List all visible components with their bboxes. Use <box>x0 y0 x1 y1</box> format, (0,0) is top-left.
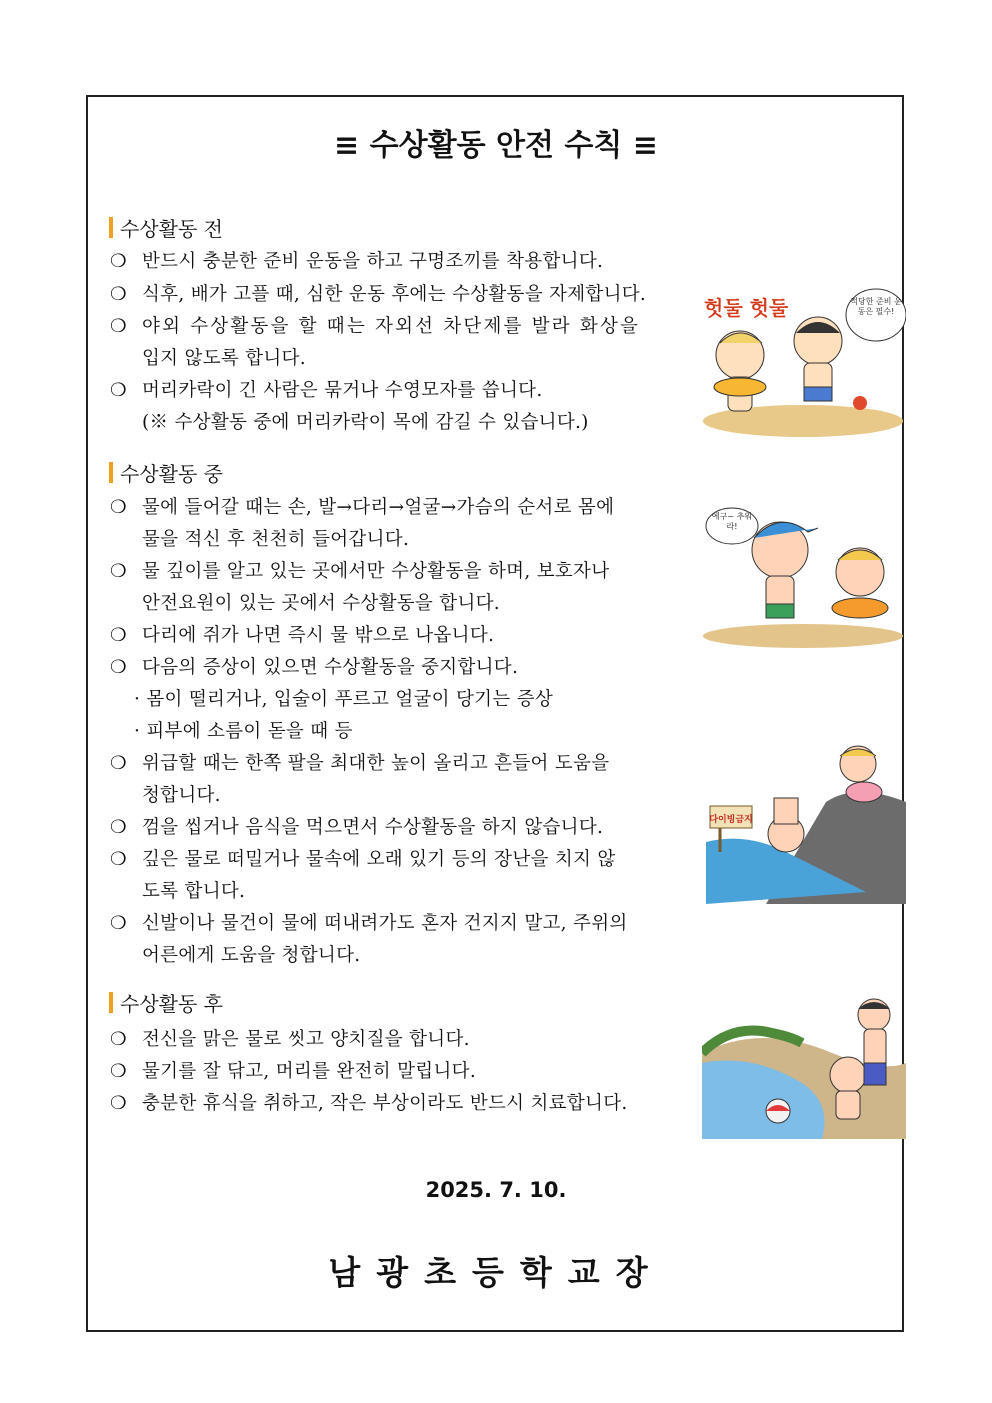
list-item-continuation: 청합니다. <box>142 785 221 806</box>
list-item: ❍ 머리카락이 긴 사람은 묶거나 수영모자를 씁니다. <box>110 380 543 401</box>
circle-bullet-icon: ❍ <box>110 657 127 678</box>
circle-bullet-icon: ❍ <box>110 497 127 518</box>
circle-bullet-icon: ❍ <box>110 753 127 774</box>
circle-bullet-icon: ❍ <box>110 316 127 337</box>
circle-bullet-icon: ❍ <box>110 1093 127 1114</box>
document-date: 2025. 7. 10. <box>425 1178 567 1202</box>
list-item-continuation: 안전요원이 있는 곳에서 수상활동을 합니다. <box>142 593 500 614</box>
circle-bullet-icon: ❍ <box>110 849 127 870</box>
section-heading-before: 수상활동 전 <box>109 213 223 242</box>
circle-bullet-icon: ❍ <box>110 1029 127 1050</box>
signature: 남광초등학교장 <box>328 1253 664 1292</box>
list-item: ❍ 다리에 쥐가 나면 즉시 물 밖으로 나옵니다. <box>110 625 495 646</box>
shout-text: 헛둘 헛둘 <box>704 296 789 320</box>
symptom-item: · 몸이 떨리거나, 입술이 푸르고 얼굴이 당기는 증상 <box>134 689 554 710</box>
circle-bullet-icon: ❍ <box>110 561 127 582</box>
riverside-kids-illustration <box>702 993 906 1139</box>
circle-bullet-icon: ❍ <box>110 251 127 272</box>
circle-bullet-icon: ❍ <box>110 284 127 305</box>
section-marker <box>109 462 113 483</box>
speech-bubble-text: 에구~ 추워라! <box>711 512 753 531</box>
section-marker <box>109 992 113 1013</box>
warmup-kids-illustration <box>700 283 906 438</box>
list-item-continuation: 입지 않도록 합니다. <box>142 348 306 369</box>
list-item: ❍ 신발이나 물건이 물에 떠내려가도 혼자 건지지 말고, 주위의 <box>110 913 628 934</box>
list-item: ❍ 반드시 충분한 준비 운동을 하고 구명조끼를 착용합니다. <box>110 251 604 272</box>
list-item: ❍ 다음의 증상이 있으면 수상활동을 중지합니다. <box>110 657 519 678</box>
list-item: ❍ 물기를 잘 닦고, 머리를 완전히 말립니다. <box>110 1061 477 1082</box>
section-heading-after: 수상활동 후 <box>109 988 223 1017</box>
circle-bullet-icon: ❍ <box>110 817 127 838</box>
list-item: ❍ 식후, 배가 고플 때, 심한 운동 후에는 수상활동을 자제합니다. <box>110 284 647 305</box>
list-item: ❍ 위급할 때는 한쪽 팔을 최대한 높이 올리고 흔들어 도움을 <box>110 753 610 774</box>
list-item: ❍ 물에 들어갈 때는 손, 발→다리→얼굴→가슴의 순서로 몸에 <box>110 497 615 518</box>
circle-bullet-icon: ❍ <box>110 913 127 934</box>
circle-bullet-icon: ❍ <box>110 1061 127 1082</box>
speech-bubble-text: 적당한 준비 운동은 필수! <box>850 297 902 316</box>
list-item: ❍ 깊은 물로 떠밀거나 물속에 오래 있기 등의 장난을 치지 않 <box>110 849 616 870</box>
danger-sign-text: 다이빙금지 <box>709 815 753 825</box>
list-item: ❍ 껌을 씹거나 음식을 먹으면서 수상활동을 하지 않습니다. <box>110 817 604 838</box>
symptom-item: · 피부에 소름이 돋을 때 등 <box>134 721 353 742</box>
list-item: ❍ 충분한 휴식을 취하고, 작은 부상이라도 반드시 치료합니다. <box>110 1093 628 1114</box>
list-note: (※ 수상활동 중에 머리카락이 목에 감길 수 있습니다.) <box>142 412 589 433</box>
diving-danger-illustration <box>706 742 906 904</box>
list-item-continuation: 도록 합니다. <box>142 881 246 902</box>
list-item: ❍ 전신을 맑은 물로 씻고 양치질을 합니다. <box>110 1029 470 1050</box>
section-marker <box>109 217 113 238</box>
cold-kids-illustration <box>700 500 906 648</box>
circle-bullet-icon: ❍ <box>110 380 127 401</box>
circle-bullet-icon: ❍ <box>110 625 127 646</box>
list-item: ❍ 야외 수상활동을 할 때는 자외선 차단제를 발라 화상을 <box>110 316 641 337</box>
list-item: ❍ 물 깊이를 알고 있는 곳에서만 수상활동을 하며, 보호자나 <box>110 561 610 582</box>
page-title: ≡ 수상활동 안전 수칙 ≡ <box>334 128 658 163</box>
section-heading-during: 수상활동 중 <box>109 458 223 487</box>
list-item-continuation: 물을 적신 후 천천히 들어갑니다. <box>142 529 410 550</box>
list-item-continuation: 어른에게 도움을 청합니다. <box>142 945 361 966</box>
